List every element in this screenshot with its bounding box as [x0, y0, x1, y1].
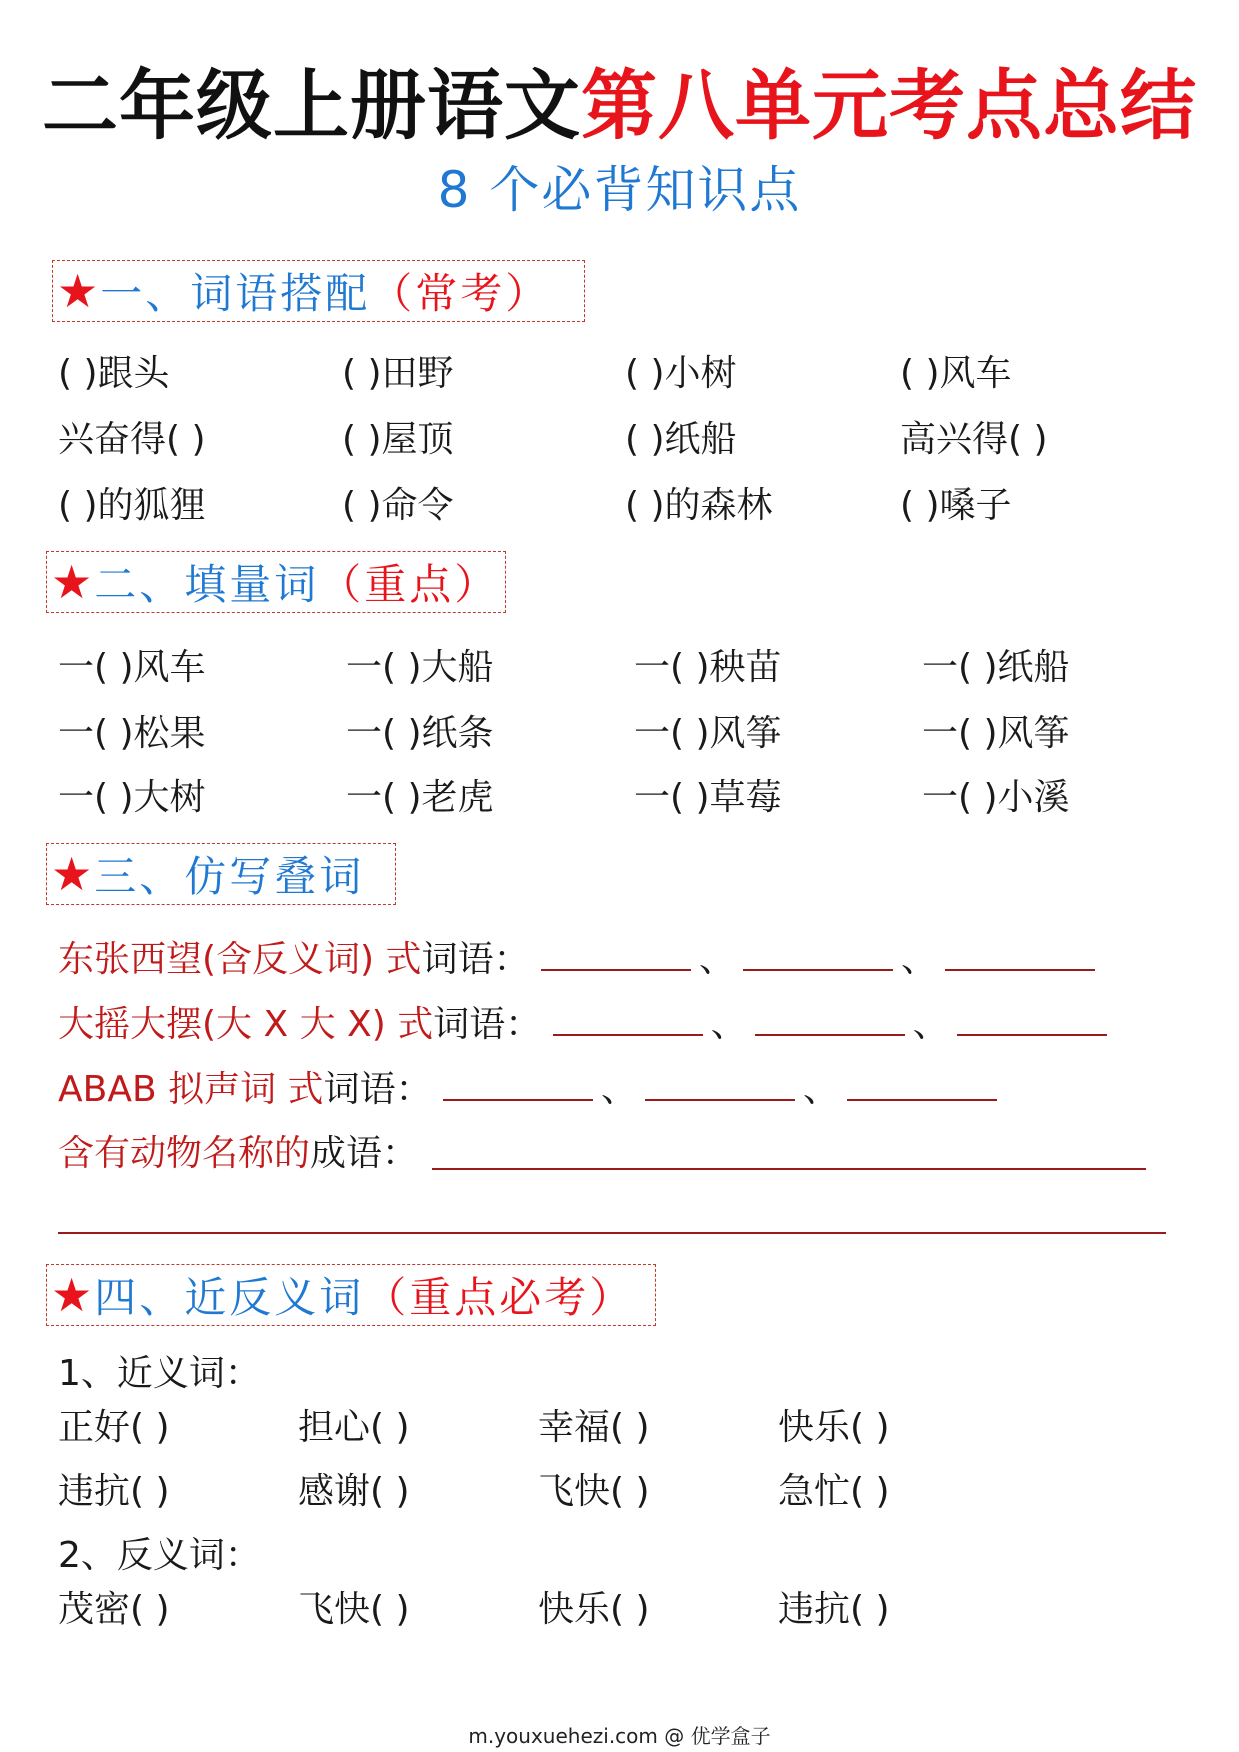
title-black-part: 二年级上册语文	[42, 61, 581, 150]
s3-line-4-pattern: 含有动物名称的	[58, 1133, 311, 1174]
s3-line-3: ABAB 拟声词 式词语： 、 、	[58, 1068, 997, 1112]
section-3-title: 三、仿写叠词	[94, 852, 365, 901]
s2-r2-c1: 一( )松果	[58, 713, 206, 754]
syn-r2-c2: 感谢( )	[298, 1471, 410, 1512]
syn-r1-c1: 正好( )	[58, 1407, 170, 1448]
synonym-heading: 1、近义词：	[58, 1353, 261, 1394]
s1-r1-c1: ( )跟头	[58, 353, 170, 394]
section-1-title: 一、词语搭配	[100, 269, 371, 318]
s1-r3-c1: ( )的狐狸	[58, 485, 206, 526]
answer-blank[interactable]	[847, 1069, 997, 1101]
section-1-tag: （常考）	[370, 269, 551, 318]
s2-r1-c1: 一( )风车	[58, 647, 206, 688]
ant-r1-c3: 快乐( )	[538, 1589, 650, 1630]
s1-r3-c2: ( )命令	[342, 485, 454, 526]
star-icon: ★	[51, 847, 93, 901]
s3-line-3-style: 式	[287, 1069, 324, 1110]
answer-line-long[interactable]	[432, 1168, 1146, 1170]
s2-r2-c2: 一( )纸条	[346, 713, 494, 754]
s3-line-3-pattern: ABAB 拟声词	[58, 1069, 277, 1110]
s1-r3-c4: ( )嗓子	[900, 485, 1012, 526]
s3-line-3-label: 词语：	[323, 1069, 432, 1110]
s2-r2-c3: 一( )风筝	[634, 713, 782, 754]
answer-blank[interactable]	[945, 939, 1095, 971]
title-red-part: 第八单元考点总结	[581, 61, 1197, 150]
answer-blank[interactable]	[553, 1004, 703, 1036]
answer-blank[interactable]	[957, 1004, 1107, 1036]
page-title	[0, 58, 1239, 154]
syn-r2-c1: 违抗( )	[58, 1471, 170, 1512]
s2-r3-c4: 一( )小溪	[922, 777, 1070, 818]
s3-line-2-label: 词语：	[433, 1004, 542, 1045]
s2-r3-c3: 一( )草莓	[634, 777, 782, 818]
ant-r1-c1: 茂密( )	[58, 1589, 170, 1630]
antonym-heading: 2、反义词：	[58, 1535, 261, 1576]
s3-line-1-pattern: 东张西望(含反义词)	[58, 939, 375, 980]
syn-r2-c3: 飞快( )	[538, 1471, 650, 1512]
s3-line-1-label: 词语：	[421, 939, 530, 980]
footer-watermark: m.youxuehezi.com @ 优学盒子	[468, 1724, 771, 1748]
section-4-tag: （重点必考）	[364, 1273, 635, 1322]
s2-r1-c2: 一( )大船	[346, 647, 494, 688]
s1-r2-c2: ( )屋顶	[342, 419, 454, 460]
star-icon: ★	[51, 555, 93, 609]
s1-r1-c4: ( )风车	[900, 353, 1012, 394]
section-2-tag: （重点）	[319, 560, 500, 609]
s3-line-2-pattern: 大摇大摆(大 X 大 X)	[58, 1004, 386, 1045]
answer-blank[interactable]	[755, 1004, 905, 1036]
s3-line-1-style: 式	[385, 939, 422, 980]
star-icon: ★	[57, 264, 99, 318]
s1-r2-c4: 高兴得( )	[900, 419, 1048, 460]
section-3-header	[46, 843, 396, 905]
s2-r1-c3: 一( )秧苗	[634, 647, 782, 688]
s2-r3-c1: 一( )大树	[58, 777, 206, 818]
s3-line-2-style: 式	[397, 1004, 434, 1045]
s1-r2-c1: 兴奋得( )	[58, 419, 206, 460]
answer-blank[interactable]	[541, 939, 691, 971]
s2-r2-c4: 一( )风筝	[922, 713, 1070, 754]
ant-r1-c2: 飞快( )	[298, 1589, 410, 1630]
ant-r1-c4: 违抗( )	[778, 1589, 890, 1630]
s1-r2-c3: ( )纸船	[625, 419, 737, 460]
section-2-header	[46, 551, 506, 613]
answer-blank[interactable]	[743, 939, 893, 971]
s1-r1-c2: ( )田野	[342, 353, 454, 394]
section-4-title: 四、近反义词	[94, 1273, 365, 1322]
answer-blank[interactable]	[645, 1069, 795, 1101]
syn-r2-c4: 急忙( )	[778, 1471, 890, 1512]
s2-r1-c4: 一( )纸船	[922, 647, 1070, 688]
s1-r1-c3: ( )小树	[625, 353, 737, 394]
syn-r1-c2: 担心( )	[298, 1407, 410, 1448]
star-icon: ★	[51, 1268, 93, 1322]
s3-line-4-label: 成语：	[310, 1133, 419, 1174]
section-4-header	[46, 1264, 656, 1326]
answer-blank[interactable]	[443, 1069, 593, 1101]
s1-r3-c3: ( )的森林	[625, 485, 773, 526]
s3-line-4	[58, 1132, 418, 1176]
section-1-header	[52, 260, 585, 322]
s2-r3-c2: 一( )老虎	[346, 777, 494, 818]
s3-line-2: 大摇大摆(大 X 大 X) 式词语： 、 、	[58, 1003, 1107, 1047]
answer-line-full[interactable]	[58, 1232, 1166, 1234]
s3-line-1: 东张西望(含反义词) 式词语： 、 、	[58, 938, 1095, 982]
syn-r1-c4: 快乐( )	[778, 1407, 890, 1448]
section-2-title: 二、填量词	[94, 560, 320, 609]
page-subtitle: 8 个必背知识点	[437, 161, 802, 219]
syn-r1-c3: 幸福( )	[538, 1407, 650, 1448]
